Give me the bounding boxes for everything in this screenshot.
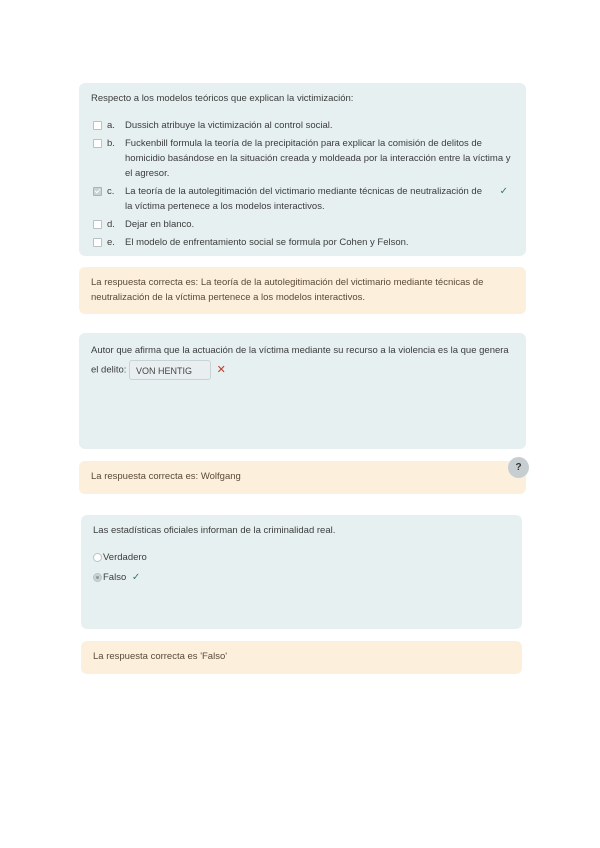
correct-check-icon: ✓: [499, 186, 508, 197]
question-1-text: Respecto a los modelos teóricos que explican la victimización:: [91, 93, 354, 104]
question-2-text: Autor que afirma que la actuación de la víctima mediante su recurso a la violencia es la que genera el delito:: [91, 345, 509, 376]
answer-option-e[interactable]: [91, 235, 514, 250]
feedback-text: La respuesta correcta es: La teoría de la autolegitimación del victimario mediante técnicas de neutralización de la víctima pertenece a los modelos interactivos.: [91, 277, 484, 303]
radio-button-selected[interactable]: [93, 573, 102, 582]
option-text: Fuckenbill formula la teoría de la precipitación para explicar la comisión de delitos de homicidio basándose en la situación creada y moldeada por la interacción entre la víctima y el agresor.: [125, 138, 511, 179]
checkbox[interactable]: [93, 121, 102, 130]
answer-option-d[interactable]: [91, 217, 514, 232]
option-letter: c.: [107, 186, 115, 197]
answer-option-a[interactable]: [91, 118, 514, 133]
option-letter: a.: [107, 120, 115, 131]
checkbox[interactable]: [93, 238, 102, 247]
option-text: El modelo de enfrentamiento social se formula por Cohen y Felson.: [125, 237, 409, 248]
checkbox[interactable]: [93, 139, 102, 148]
question-1-card: [79, 83, 526, 256]
checkbox[interactable]: [93, 220, 102, 229]
option-text: La teoría de la autolegitimación del victimario mediante técnicas de neutralización de la víctima pertenece a los modelos interactivos.: [125, 186, 482, 212]
radio-button[interactable]: [93, 553, 102, 562]
incorrect-cross-icon: ✕: [216, 363, 226, 376]
question-2-feedback: [79, 461, 526, 494]
question-3-feedback: [81, 641, 522, 674]
option-letter: e.: [107, 237, 115, 248]
option-text: Dussich atribuye la victimización al control social.: [125, 120, 333, 131]
question-3-text: Las estadísticas oficiales informan de la criminalidad real.: [93, 525, 336, 536]
answer-input[interactable]: VON HENTIG: [129, 360, 211, 380]
answer-option-c[interactable]: [91, 184, 514, 214]
correct-check-icon: ✓: [131, 572, 141, 583]
option-text: Falso: [103, 572, 127, 583]
answer-option-b[interactable]: [91, 136, 514, 181]
option-letter: d.: [107, 219, 115, 230]
feedback-text: La respuesta correcta es: Wolfgang: [91, 471, 241, 482]
question-2-card: [79, 333, 526, 449]
help-button[interactable]: ?: [508, 457, 529, 478]
answer-option-true[interactable]: [93, 550, 510, 565]
answer-option-false[interactable]: [93, 570, 510, 585]
checkbox-checked[interactable]: [93, 187, 102, 196]
question-1-feedback: [79, 267, 526, 314]
option-letter: b.: [107, 138, 115, 149]
option-text: Verdadero: [103, 552, 147, 563]
option-text: Dejar en blanco.: [125, 219, 195, 230]
feedback-text: La respuesta correcta es 'Falso': [93, 651, 228, 662]
question-3-card: [81, 515, 522, 629]
